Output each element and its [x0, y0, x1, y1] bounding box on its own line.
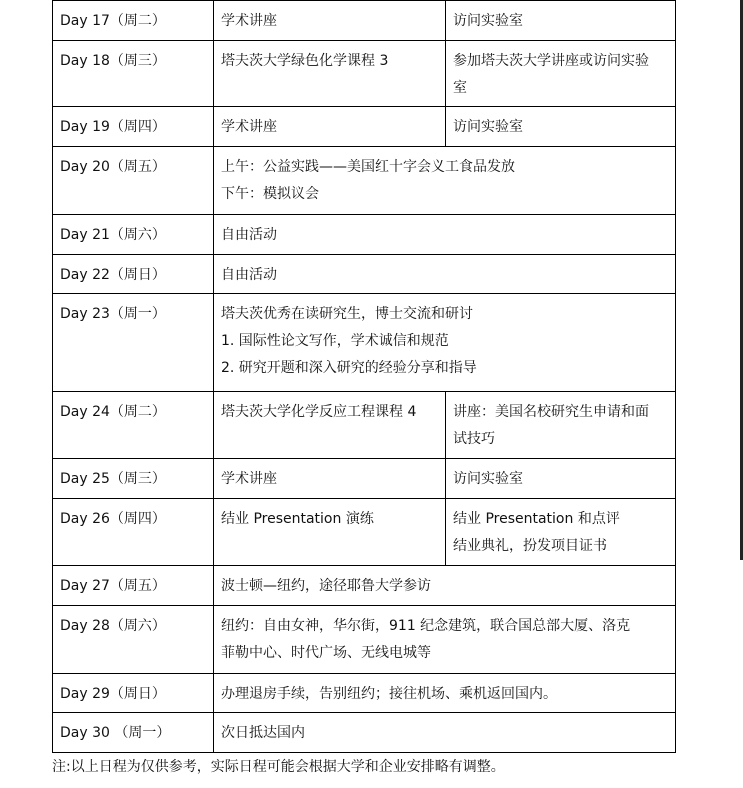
table-row: [53, 41, 676, 107]
table-row: [53, 107, 676, 147]
day-cell: Day 26（周四）: [53, 499, 214, 566]
table-row: [53, 294, 676, 392]
table-row: [53, 147, 676, 215]
table-row: [53, 606, 676, 674]
activity-cell: [214, 1, 446, 41]
activity-line: 次日抵达国内: [221, 725, 305, 741]
secondary-activity-line: 结业典礼，扮发项目证书: [453, 538, 607, 554]
schedule-table: [52, 0, 676, 753]
activity-cell: [214, 392, 446, 459]
secondary-activity-cell: [446, 1, 676, 41]
day-cell: Day 19（周四）: [53, 107, 214, 147]
day-cell: Day 22（周日）: [53, 255, 214, 294]
activity-cell: [214, 459, 446, 499]
day-cell: Day 21（周六）: [53, 215, 214, 255]
table-row: [53, 255, 676, 294]
day-cell: Day 30 （周一）: [53, 713, 214, 753]
activity-line: 1. 国际性论文写作，学术诚信和规范: [221, 333, 449, 349]
activity-line: 学术讲座: [221, 13, 277, 29]
activity-line: 纽约：自由女神，华尔街，911 纪念建筑，联合国总部大厦、洛克: [221, 618, 631, 634]
activity-line: 学术讲座: [221, 119, 277, 135]
day-cell: Day 27（周五）: [53, 566, 214, 606]
schedule-body: [53, 1, 676, 753]
activity-line: 塔夫茨大学化学反应工程课程 4: [221, 404, 417, 420]
day-cell: Day 29（周日）: [53, 674, 214, 713]
activity-line: 塔夫茨优秀在读研究生，博士交流和研讨: [221, 306, 473, 322]
day-cell: Day 28（周六）: [53, 606, 214, 674]
secondary-activity-cell: [446, 392, 676, 459]
day-cell: Day 23（周一）: [53, 294, 214, 392]
activity-line: 波士顿—纽约，途径耶鲁大学参访: [221, 578, 431, 594]
footnote: 注:以上日程为仅供参考，实际日程可能会根据大学和企业安排略有调整。: [52, 759, 505, 775]
activity-line: 学术讲座: [221, 471, 277, 487]
activity-cell: [214, 294, 676, 392]
table-row: [53, 713, 676, 753]
activity-line: 2. 研究开题和深入研究的经验分享和指导: [221, 360, 477, 376]
secondary-activity-cell: [446, 499, 676, 566]
secondary-activity-line: 结业 Presentation 和点评: [453, 511, 620, 527]
secondary-activity-cell: [446, 107, 676, 147]
secondary-activity-line: 室: [453, 80, 467, 96]
day-cell: Day 17（周二）: [53, 1, 214, 41]
table-row: [53, 392, 676, 459]
day-cell: Day 24（周二）: [53, 392, 214, 459]
secondary-activity-line: 访问实验室: [453, 119, 523, 135]
table-row: [53, 215, 676, 255]
activity-line: 结业 Presentation 演练: [221, 511, 374, 527]
table-row: [53, 499, 676, 566]
activity-line: 菲勒中心、时代广场、无线电城等: [221, 645, 431, 661]
activity-cell: [214, 713, 676, 753]
activity-line: 塔夫茨大学绿色化学课程 3: [221, 53, 389, 69]
activity-cell: [214, 606, 676, 674]
secondary-activity-cell: [446, 459, 676, 499]
activity-cell: [214, 215, 676, 255]
day-cell: Day 25（周三）: [53, 459, 214, 499]
secondary-activity-line: 访问实验室: [453, 13, 523, 29]
activity-cell: [214, 255, 676, 294]
secondary-activity-line: 参加塔夫茨大学讲座或访问实验: [453, 53, 649, 69]
activity-cell: [214, 41, 446, 107]
secondary-activity-line: 访问实验室: [453, 471, 523, 487]
activity-line: 办理退房手续，告别纽约；接往机场、乘机返回国内。: [221, 686, 557, 702]
activity-line: 下午：模拟议会: [221, 186, 319, 202]
activity-cell: [214, 499, 446, 566]
secondary-activity-line: 试技巧: [453, 431, 495, 447]
secondary-activity-cell: [446, 41, 676, 107]
activity-line: 自由活动: [221, 267, 277, 283]
activity-cell: [214, 147, 676, 215]
day-cell: Day 20（周五）: [53, 147, 214, 215]
table-row: [53, 674, 676, 713]
activity-line: 自由活动: [221, 227, 277, 243]
table-row: [53, 459, 676, 499]
table-row: [53, 566, 676, 606]
day-cell: Day 18（周三）: [53, 41, 214, 107]
activity-cell: [214, 107, 446, 147]
activity-cell: [214, 566, 676, 606]
secondary-activity-line: 讲座：美国名校研究生申请和面: [453, 404, 649, 420]
activity-line: 上午：公益实践——美国红十字会义工食品发放: [221, 159, 515, 175]
activity-cell: [214, 674, 676, 713]
table-row: [53, 1, 676, 41]
